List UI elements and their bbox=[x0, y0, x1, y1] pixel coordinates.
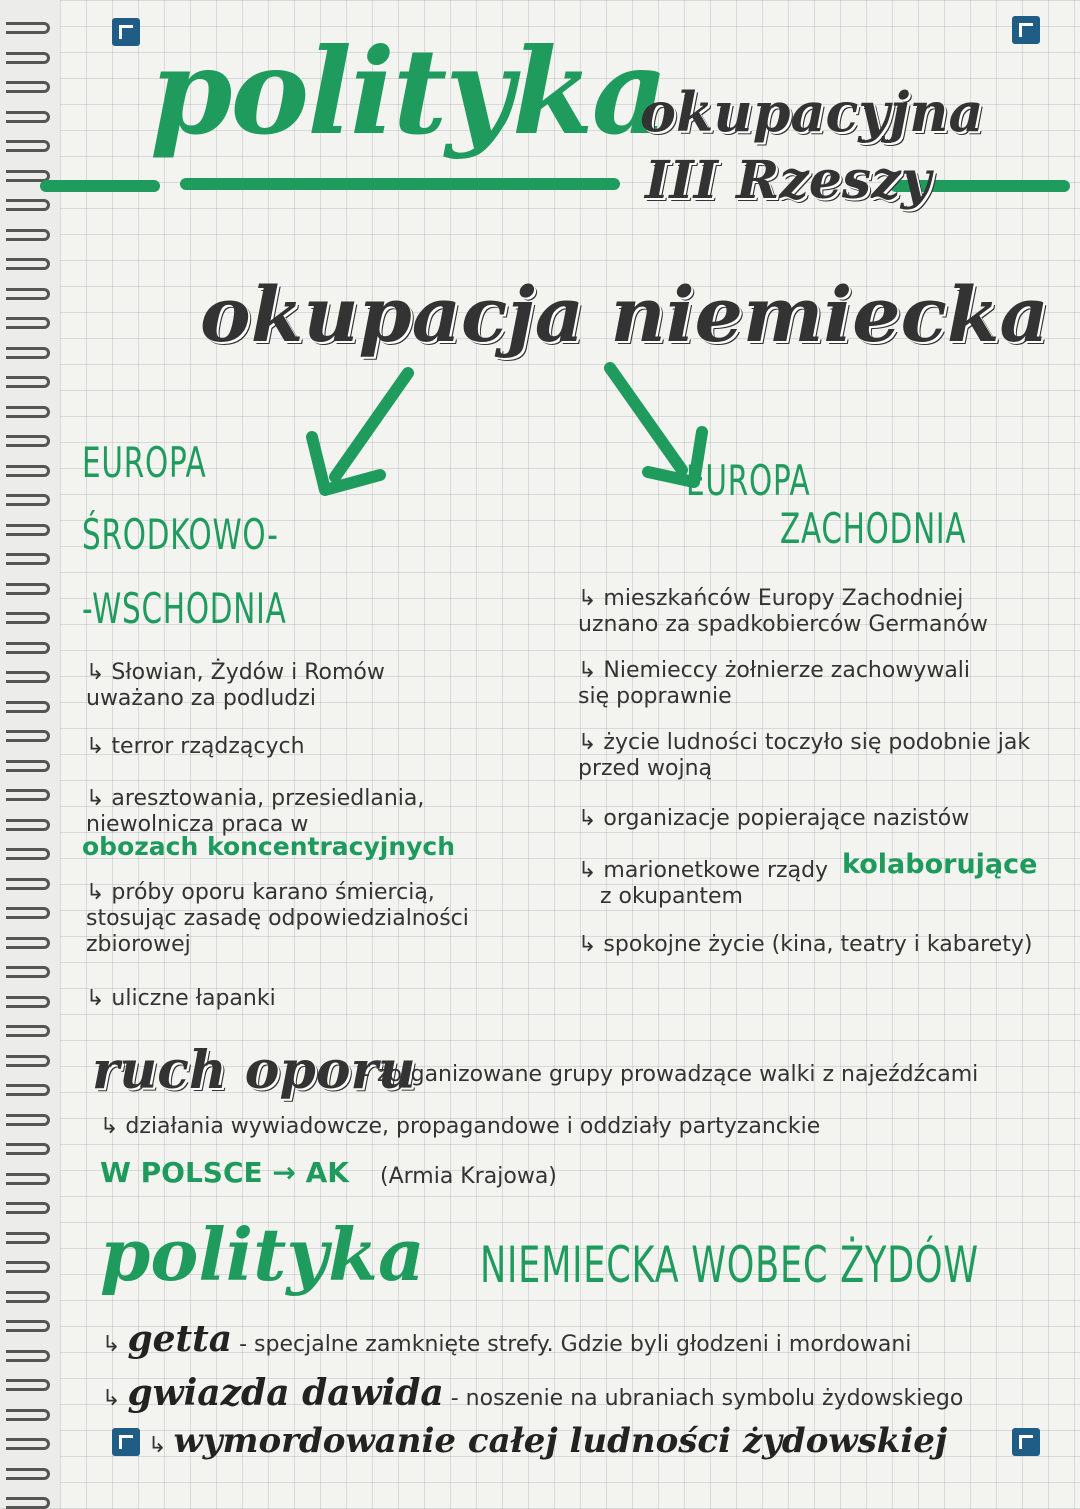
spiral-ring bbox=[6, 1261, 50, 1273]
spiral-ring bbox=[6, 1350, 50, 1362]
spiral-ring bbox=[6, 199, 50, 211]
bullet-arrow-icon: ↳ bbox=[102, 1386, 128, 1411]
page-subtitle-1: okupacyjna bbox=[640, 80, 984, 144]
spiral-ring bbox=[6, 612, 50, 624]
left-header-line2: ŚRODKOWO- bbox=[82, 510, 279, 559]
resistance-poland-note: (Armia Krajowa) bbox=[380, 1164, 557, 1189]
corner-logo-top-right bbox=[1012, 16, 1040, 44]
right-item-6: ↳ spokojne życie (kina, teatry i kabarety) bbox=[578, 932, 1033, 957]
page-subtitle-2: III Rzeszy bbox=[645, 150, 931, 211]
spiral-ring bbox=[6, 1025, 50, 1037]
spiral-ring bbox=[6, 1409, 50, 1421]
spiral-ring bbox=[6, 730, 50, 742]
left-item-3-highlight: obozach koncentracyjnych bbox=[82, 832, 456, 861]
spiral-ring bbox=[6, 1114, 50, 1126]
spiral-ring bbox=[6, 671, 50, 683]
spiral-ring bbox=[6, 701, 50, 713]
resistance-definition: - zorganizowane grupy prowadzące walki z najeźdźcami bbox=[362, 1062, 979, 1087]
resistance-activities: ↳ działania wywiadowcze, propagandowe i oddziały partyzanckie bbox=[100, 1114, 821, 1139]
left-header-line1: EUROPA bbox=[82, 438, 207, 487]
arrow-left-icon bbox=[290, 365, 430, 505]
corner-logo-bottom-right bbox=[1012, 1428, 1040, 1456]
spiral-ring bbox=[6, 258, 50, 270]
spiral-ring bbox=[6, 907, 50, 919]
spiral-ring bbox=[6, 1084, 50, 1096]
right-item-3: ↳ życie ludności toczyło się podobnie jak przed wojną bbox=[578, 730, 1031, 781]
jews-title-rest: NIEMIECKA WOBEC ŻYDÓW bbox=[480, 1236, 979, 1294]
left-item-4: ↳ próby oporu karano śmiercią, stosując zasadę odpowiedzialności zbiorowej bbox=[86, 880, 469, 957]
jews-item-3 bbox=[148, 1421, 948, 1461]
spiral-ring bbox=[6, 1320, 50, 1332]
spiral-ring bbox=[6, 996, 50, 1008]
jews-term-1: getta bbox=[127, 1318, 233, 1360]
right-item-5-highlight: kolaborujące bbox=[842, 849, 1038, 880]
left-item-1: ↳ Słowian, Żydów i Romów uważano za podludzi bbox=[86, 660, 385, 711]
spiral-ring bbox=[6, 81, 50, 93]
spiral-ring bbox=[6, 288, 50, 300]
title-underline-left bbox=[40, 180, 160, 192]
spiral-ring bbox=[6, 583, 50, 595]
left-header-line3: -WSCHODNIA bbox=[82, 584, 287, 633]
jews-term-2: gwiazda dawida bbox=[127, 1372, 444, 1414]
spiral-ring bbox=[6, 435, 50, 447]
right-item-4: ↳ organizacje popierające nazistów bbox=[578, 806, 970, 831]
left-item-2: ↳ terror rządzących bbox=[86, 734, 305, 759]
bullet-arrow-icon: ↳ bbox=[102, 1332, 128, 1357]
right-item-2: ↳ Niemieccy żołnierze zachowywali się poprawnie bbox=[578, 658, 971, 709]
right-header-line2: ZACHODNIA bbox=[780, 504, 967, 553]
spiral-ring bbox=[6, 1379, 50, 1391]
page-title: polityka bbox=[150, 22, 667, 161]
spiral-ring bbox=[6, 494, 50, 506]
title-underline-middle bbox=[180, 178, 620, 190]
spiral-ring bbox=[6, 642, 50, 654]
resistance-term: ruch oporu bbox=[92, 1040, 416, 1101]
occupation-heading: okupacja niemiecka bbox=[200, 270, 1049, 359]
spiral-ring bbox=[6, 376, 50, 388]
left-item-3: ↳ aresztowania, przesiedlania, niewolnicza praca w bbox=[86, 786, 425, 837]
spiral-ring bbox=[6, 1143, 50, 1155]
spiral-ring bbox=[6, 111, 50, 123]
spiral-ring bbox=[6, 347, 50, 359]
spiral-ring bbox=[6, 52, 50, 64]
jews-term-3: wymordowanie całej ludności żydowskiej bbox=[173, 1421, 948, 1461]
jews-desc-1: - specjalne zamknięte strefy. Gdzie byli głodzeni i mordowani bbox=[239, 1332, 912, 1357]
right-item-5-cont: z okupantem bbox=[600, 884, 743, 909]
right-item-5: ↳ marionetkowe rządy bbox=[578, 858, 829, 883]
spiral-ring bbox=[6, 1438, 50, 1450]
spiral-ring bbox=[6, 317, 50, 329]
jews-title-main: polityka bbox=[100, 1212, 425, 1297]
spiral-ring bbox=[6, 22, 50, 34]
spiral-ring bbox=[6, 966, 50, 978]
spiral-ring bbox=[6, 1055, 50, 1067]
jews-desc-2: - noszenie na ubraniach symbolu żydowskiego bbox=[450, 1386, 964, 1411]
spiral-ring bbox=[6, 1497, 50, 1509]
spiral-ring bbox=[6, 1173, 50, 1185]
spiral-ring bbox=[6, 1202, 50, 1214]
spiral-ring bbox=[6, 789, 50, 801]
spiral-ring bbox=[6, 848, 50, 860]
spiral-ring bbox=[6, 819, 50, 831]
right-header-line1: EUROPA bbox=[686, 456, 811, 505]
jews-item-1 bbox=[102, 1318, 912, 1360]
spiral-ring bbox=[6, 465, 50, 477]
spiral-ring bbox=[6, 406, 50, 418]
spiral-ring bbox=[6, 937, 50, 949]
right-item-1: ↳ mieszkańców Europy Zachodniej uznano za spadkobierców Germanów bbox=[578, 586, 988, 637]
spiral-ring bbox=[6, 1468, 50, 1480]
spiral-ring bbox=[6, 760, 50, 772]
spiral-ring bbox=[6, 140, 50, 152]
spiral-ring bbox=[6, 229, 50, 241]
spiral-ring bbox=[6, 524, 50, 536]
left-item-5: ↳ uliczne łapanki bbox=[86, 986, 276, 1011]
corner-logo-bottom-left bbox=[112, 1428, 140, 1456]
jews-item-2 bbox=[102, 1372, 964, 1414]
bullet-arrow-icon: ↳ bbox=[148, 1433, 174, 1458]
spiral-ring bbox=[6, 553, 50, 565]
corner-logo-top-left bbox=[112, 18, 140, 46]
spiral-ring bbox=[6, 1291, 50, 1303]
spiral-ring bbox=[6, 1232, 50, 1244]
spiral-ring bbox=[6, 878, 50, 890]
spiral-binding bbox=[0, 0, 60, 1508]
resistance-poland-label: W POLSCE → AK bbox=[100, 1156, 349, 1189]
